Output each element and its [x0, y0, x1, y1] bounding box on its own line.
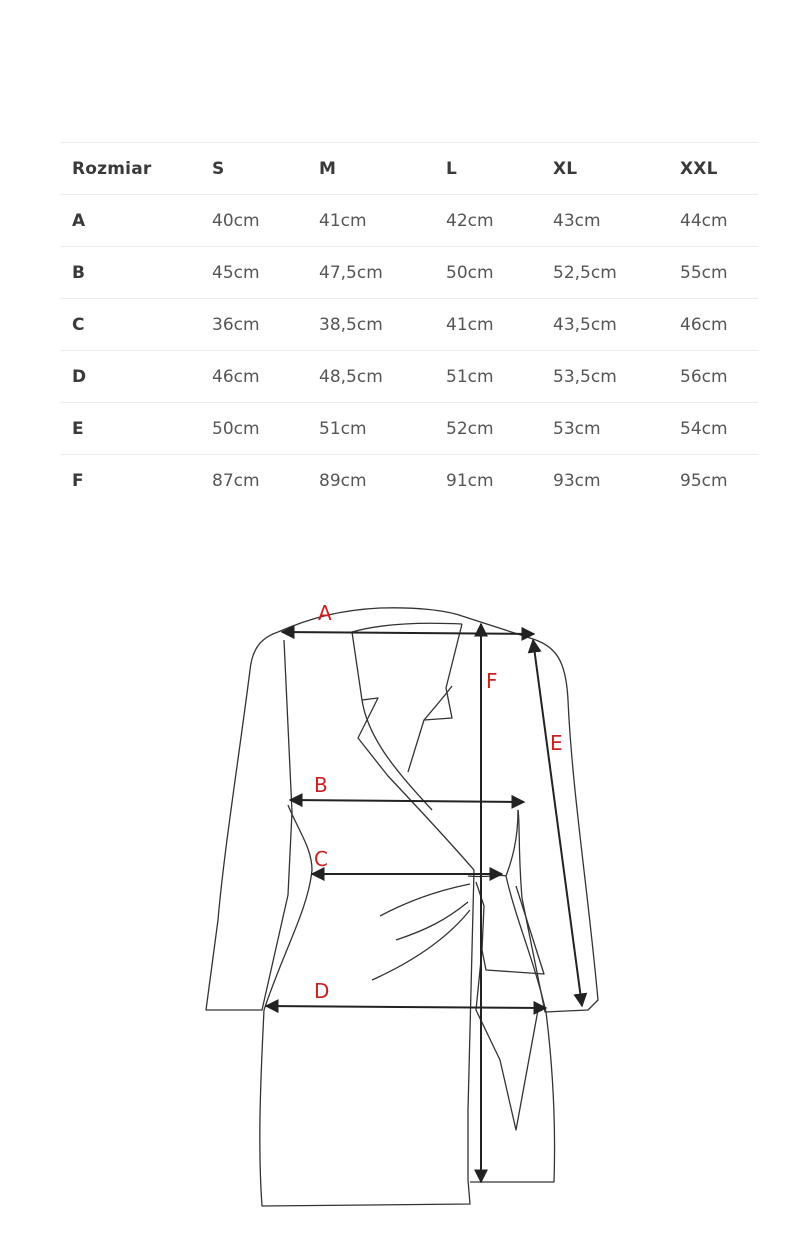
row-label: D: [60, 351, 212, 403]
table-cell: 46cm: [680, 299, 758, 351]
table-cell: 38,5cm: [319, 299, 446, 351]
table-header-row: [60, 143, 758, 195]
table-cell: 43,5cm: [553, 299, 680, 351]
measure-line-d: [266, 1006, 546, 1008]
row-label: A: [60, 195, 212, 247]
table-cell: 95cm: [680, 455, 758, 507]
table-cell: 91cm: [446, 455, 553, 507]
table-cell: 40cm: [212, 195, 319, 247]
table-cell: 56cm: [680, 351, 758, 403]
table-cell: 42cm: [446, 195, 553, 247]
measure-label-c: C: [314, 847, 328, 871]
table-cell: 50cm: [212, 403, 319, 455]
header-size-l: L: [446, 143, 553, 195]
table-row: [60, 247, 758, 299]
measure-label-b: B: [314, 773, 328, 797]
table-cell: 51cm: [319, 403, 446, 455]
row-label: E: [60, 403, 212, 455]
table-cell: 36cm: [212, 299, 319, 351]
table-cell: 45cm: [212, 247, 319, 299]
table-cell: 53cm: [553, 403, 680, 455]
table-cell: 54cm: [680, 403, 758, 455]
header-size-xl: XL: [553, 143, 680, 195]
table-cell: 87cm: [212, 455, 319, 507]
table-cell: 48,5cm: [319, 351, 446, 403]
measurement-lines: [266, 624, 582, 1182]
measure-line-a: [282, 632, 534, 634]
row-label: B: [60, 247, 212, 299]
row-label: C: [60, 299, 212, 351]
measure-label-f: F: [486, 669, 498, 693]
row-label: F: [60, 455, 212, 507]
measure-line-e: [533, 640, 582, 1006]
table-cell: 47,5cm: [319, 247, 446, 299]
table-cell: 46cm: [212, 351, 319, 403]
table-cell: 89cm: [319, 455, 446, 507]
table-row: [60, 403, 758, 455]
table-cell: 41cm: [446, 299, 553, 351]
size-table: [60, 142, 758, 506]
dress-outline: [206, 608, 598, 1206]
measure-label-d: D: [314, 979, 330, 1003]
table-row: [60, 351, 758, 403]
table-cell: 53,5cm: [553, 351, 680, 403]
measure-line-b: [290, 800, 524, 802]
table-cell: 44cm: [680, 195, 758, 247]
measure-label-a: A: [318, 601, 332, 625]
table-cell: 50cm: [446, 247, 553, 299]
table-cell: 41cm: [319, 195, 446, 247]
table-cell: 52,5cm: [553, 247, 680, 299]
dress-measurement-diagram: [200, 590, 620, 1220]
header-rozmiar: Rozmiar: [60, 143, 212, 195]
table-cell: 51cm: [446, 351, 553, 403]
header-size-m: M: [319, 143, 446, 195]
table-cell: 93cm: [553, 455, 680, 507]
measure-label-e: E: [550, 731, 563, 755]
table-row: [60, 299, 758, 351]
header-size-s: S: [212, 143, 319, 195]
table-cell: 55cm: [680, 247, 758, 299]
table-cell: 52cm: [446, 403, 553, 455]
header-size-xxl: XXL: [680, 143, 758, 195]
table-cell: 43cm: [553, 195, 680, 247]
table-row: [60, 195, 758, 247]
table-row: [60, 455, 758, 507]
